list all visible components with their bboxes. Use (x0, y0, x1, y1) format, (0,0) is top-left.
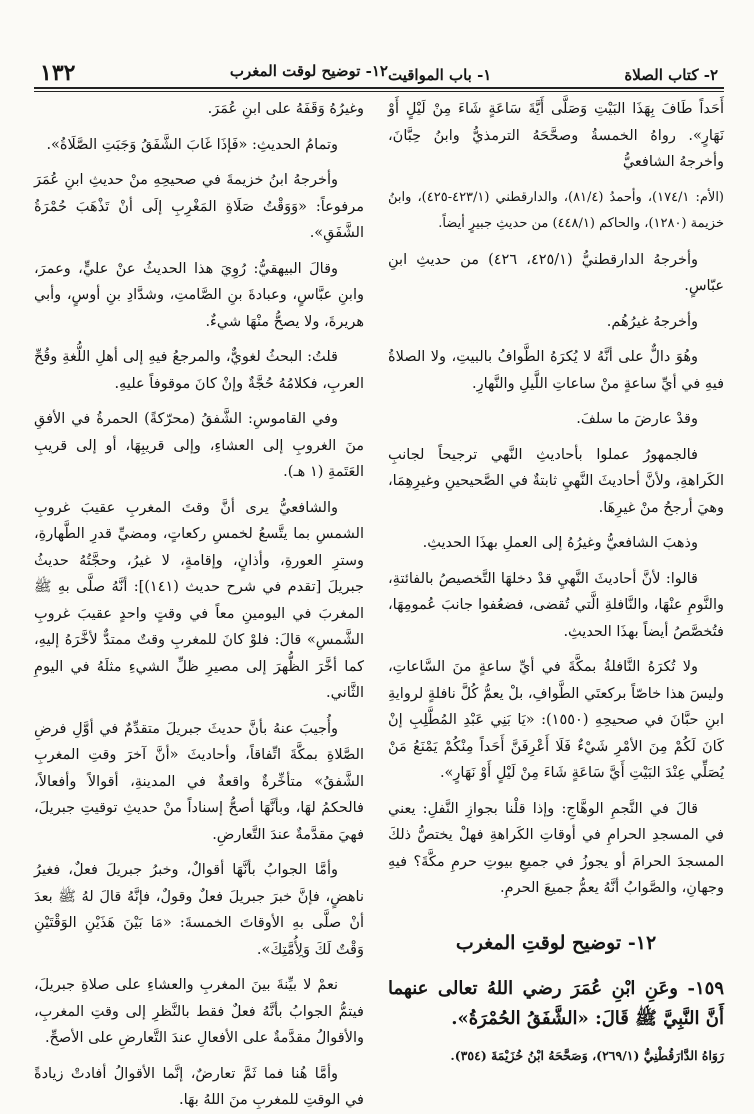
paragraph: وفي القاموسِ: الشَّفقُ (محرّكةً) الحمرةُ في الأفقِ منَ الغروبِ إلى العشاءِ، وإلى قريبِهَا، أو إلى قريبِ العَتَمةِ (١ هـ). (34, 411, 364, 480)
paragraph: وقالَ البيهقيُّ: رُوِيَ هذا الحديثُ عنْ عليٍّ، وعمرَ، وابنِ عبَّاسٍ، وعبادةَ بنِ الصَّامتِ، وشدَّادِ بنِ أوسٍ، وأبي هريرةَ، ولا يصحُّ منْهَا شيءٌ. (34, 260, 364, 330)
hadith-text: ١٥٩- وعَنِ ابْنِ عُمَرَ رضي اللهُ تعالى عنهما أَنَّ النَّبِيَّ ﷺ قَالَ: «الشَّفَقُ الحُمْرَةُ». (388, 978, 724, 1029)
paragraph: نعمْ لا بيِّنةَ بينَ المغربِ والعشاءِ على صلاةِ جبريلَ، فيتمُّ الجوابُ بأنَّهُ فعلٌ فقط بالنَّظرِ إلى وقتِ المغربِ، والأقوالُ مقدَّمةٌ على الأفعالِ عندَ التَّعارضِ على الأصحِّ. (34, 977, 364, 1046)
book-title: ٢- كتاب الصلاة (624, 66, 718, 84)
paragraph: وأُجيبَ عنهُ بأنَّ حديثَ جبريلَ متقدِّمٌ في أوَّلِ فرضِ الصَّلاةِ بمكَّةَ اتِّفاقاً، وأحاديثَ «أنَّ آخرَ وقتِ المغربِ الشَّفقُ» متأخِّرةٌ واقعةٌ في المدينةِ، أقوالاً وأفعالاً، فالحكمُ لهَا، وبأنَّهَا أصحُّ إسناداً منْ حديثِ توقيتِ جبريلَ، فهيَ مقدَّمةٌ عندَ التَّعارضِ. (34, 720, 364, 843)
page-number: ١٣٢ (40, 60, 76, 86)
header-right (388, 66, 724, 84)
left-column (34, 96, 364, 1108)
header-rule (34, 87, 724, 89)
hadith-reference: رَوَاهُ الدَّارَقُطْنِيُّ (٢٦٩/١)، وَصَحَّحَهُ ابْنُ خُزَيْمَةَ (٣٥٤). (450, 1048, 724, 1063)
paragraph: وغيرُهُ وَقَفَهُ على ابنِ عُمَرَ. (207, 101, 364, 117)
right-column (388, 96, 724, 1078)
header-rule-thin (34, 91, 724, 92)
paragraph: وأمَّا هُنا فما ثَمَّ تعارضٌ، إنَّما الأقوالُ أفادتْ زيادةً في الوقتِ للمغربِ منَ اللهُ بهَا. (34, 1065, 364, 1108)
paragraph: والشافعيُّ يرى أنَّ وقتَ المغربِ عقيبَ غروبِ الشمسِ بما يتَّسعُ لخمسِ ركعاتٍ، ومضيِّ قدرِ الطَّهارةِ، وسترِ العورةِ، وأذانٍ، وإقامةٍ، لا غيرُ، وحجَّتُهُ حديثُ جبريلَ [تقدم في شرح حديث (١٤١)]: أنَّهُ صلَّى بهِ ﷺ المغربَ في اليومينِ معاً في وقتٍ واحدٍ عقيبَ غروبِ الشَّمسِ» قالَ: فلوْ كانَ للمغربِ وقتٌ ممتدٌّ لأخَّرَهُ إليهِ، كما أخَّرَ الظُّهرَ إلى مصيرِ ظلِّ الشيءِ مثلَهُ في اليومِ الثَّاني. (34, 499, 364, 701)
paragraph: قالوا: لأنَّ أحاديثَ النَّهيِ قدْ دخلهَا التَّخصيصُ بالفائتةِ، والنَّومِ عنْهَا، والنَّافلةِ الَّتي تُقضى، فضعُفوا جانبَ عُمومِهَا، فتُخصَّصُ أيضاً بهذَا الحديثِ. (388, 570, 724, 640)
citation: (الأم: ١٧٤/١)، وأحمدُ (٨١/٤)، والدارقطني (٤٢٣/١-٤٢٥)، وابنُ خزيمة (١٢٨٠)، والحاكم (٤٤٨/١) من حديثِ جبيرٍ أيضاً. (388, 189, 724, 231)
paragraph: ولا تُكرَهُ النَّافلةُ بمكَّةَ في أيِّ ساعةٍ منَ السَّاعاتِ، وليسَ هذا خاصّاً بركعتَي الطَّوافِ، بلْ يعمُّ كُلَّ نافلةٍ لروايةِ ابنِ حبَّانَ في صحيحِهِ (١٥٥٠): «يَا بَنِي عَبْدِ المُطَّلِبِ إنْ كَانَ لَكُمْ مِنَ الأمْرِ شَيْءٌ فَلَا أَعْرِفَنَّ أَحَداً مِنْكُمْ يَمْنَعُ مَنْ يُصَلِّي عِنْدَ البَيْتِ أَيَّ سَاعَةٍ شَاءَ مِنْ لَيْلٍ أَوْ نَهَارٍ». (388, 659, 724, 781)
paragraph: وأمَّا الجوابُ بأنَّهَا أقوالٌ، وخبرُ جبريلَ فعلٌ، فغيرُ ناهضٍ، فإنَّ خبرَ جبريلَ فعلٌ وقولٌ، فإنَّهُ قالَ لهُ ﷺ بعدَ أنْ صلَّى بهِ الأوقاتَ الخمسةَ: «مَا بَيْنَ هَذَيْنِ الوَقْتَيْنِ وَقْتٌ لَكَ وَلِأُمَّتِكَ». (34, 862, 364, 958)
paragraph: وهُوَ دالٌّ على أنَّهُ لا يُكرَهُ الطَّوافُ بالبيتِ، ولا الصلاةُ فيهِ في أيِّ ساعةٍ منْ ساعاتِ اللَّيلِ والنَّهارِ. (388, 349, 724, 392)
paragraph: وأخرجهُ الدارقطنيُّ (٤٢٥/١، ٤٢٦) من حديثِ ابنِ عبّاسٍ. (388, 251, 724, 294)
paragraph: وأخرجهُ غيرُهُم. (606, 313, 698, 330)
chapter-title: ١- باب المواقيت (388, 66, 492, 84)
paragraph: وتمامُ الحديثِ: «فَإذَا غَابَ الشَّفَقُ وَجَبَتِ الصَّلَاةُ». (46, 136, 338, 153)
paragraph: وقدْ عارضَ ما سلفَ. (576, 411, 698, 427)
paragraph: أَحَداً طَافَ بِهَذَا البَيْتِ وَصَلَّى أَيَّةَ سَاعَةٍ شَاءَ مِنْ لَيْلٍ أَوْ نَهَارٍ». رواهُ الخمسةُ وصحَّحَهُ الترمذيُّ وابنُ حِبَّانَ، وأخرجهُ الشافعيُّ (388, 101, 724, 170)
running-header (34, 54, 724, 84)
paragraph: وأخرجهُ ابنُ خزيمةَ في صحيحِهِ منْ حديثِ ابنِ عُمَرَ مرفوعاً: «وَوَقْتُ صَلَاةِ المَغْرِبِ إلَى أنْ تَذْهَبَ حُمْرَةُ الشَّفَقِ». (34, 172, 364, 241)
header-left (34, 62, 388, 84)
paragraph: قالَ في النَّجمِ الوهَّاجِ: وإذا قلْنا بجوازِ النَّفلِ: يعني في المسجدِ الحرامِ في أوقاتِ الكَراهةِ فهلْ يختصُّ ذلكَ المسجدَ الحرامَ أو يجوزُ في جميعِ بيوتِ حرمِ مكَّةَ؟ فيهِ وجهانِ، والصَّوابُ أنَّهُ يعمُّ جميعَ الحرمِ. (388, 800, 724, 896)
paragraph: وذهبَ الشافعيُّ وغيرُهُ إلى العملِ بهذَا الحديثِ. (422, 535, 698, 551)
paragraph: قلتُ: البحثُ لغويٌّ، والمرجعُ فيهِ إلى أهلِ اللُّغةِ وقُحِّ العربِ، فكلامُهُ حُجَّةٌ وإنْ كانَ موقوفاً عليهِ. (34, 349, 364, 392)
paragraph: فالجمهورُ عملوا بأحاديثِ النَّهي ترجيحاً لجانبِ الكَراهةِ، ولأنَّ أحاديثَ النَّهيِ ثابتةٌ في الصَّحيحينِ وغيرِهِمَا، وهيَ أرجحُ منْ غيرِهَا. (388, 446, 724, 516)
section-heading: ١٢- توضيح لوقت المغرب (229, 62, 388, 80)
section-title: ١٢- توضيح لوقتِ المغرب (455, 931, 657, 954)
